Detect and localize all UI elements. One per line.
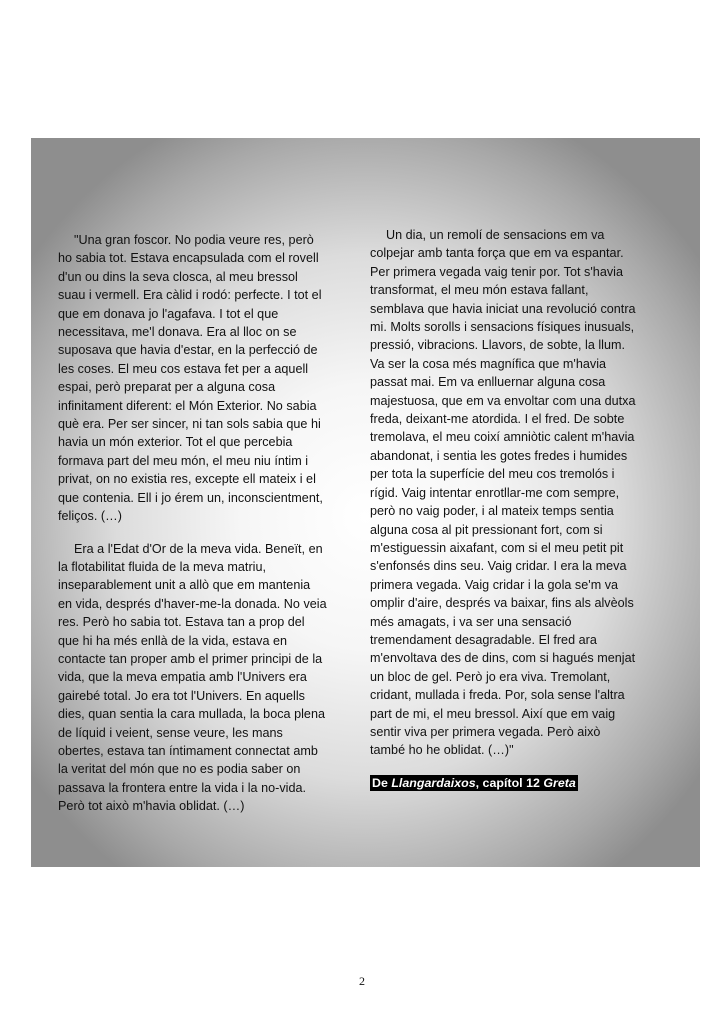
- left-column: [58, 231, 356, 830]
- credit-prefix: De: [372, 775, 392, 790]
- right-column: [370, 226, 670, 792]
- text-panel: [31, 138, 700, 867]
- paragraph: Era a l'Edat d'Or de la meva vida. Beneït, en la flotabilitat fluida de la meva matriu, inseparablement unit a allò que em mantenia en vida, després d'haver-me-la donada. No veia res. Però ho sabia tot. Estava tan a prop del que hi ha més enllà de la vida, estava en contacte tan proper amb el primer principi de la vida, que la meva empatia amb l'Univers era gairebé total. Jo era tot l'Univers. En aquells dies, quan sentia la cara mullada, la boca plena de líquid i veient, sense veure, les mans obertes, estava tan íntimament connectat amb la veritat del món que no es podia saber on passava la frontera entre la vida i la no-vida. Però tot això m'havia oblidat. (…): [58, 541, 327, 814]
- credit-chapter-title: Greta: [543, 775, 576, 790]
- credit-middle: , capítol 12: [475, 775, 544, 790]
- source-credit: [370, 775, 578, 791]
- paragraph: Un dia, un remolí de sensacions em va colpejar amb tanta força que em va espantar. Per primera vegada vaig tenir por. Tot s'havia transformat, el meu món estava fallant, semblava que havia iniciat una revolució contra mi. Molts sorolls i sensacions físiques inusuals, pressió, vibracions. Llavors, de sobte, la llum. Va ser la cosa més magnífica que m'havia passat mai. Em va enlluernar alguna cosa majestuosa, que em va envoltar com una dutxa freda, deixant-me atordida. I el fred. De sobte tremolava, el meu coixí amniòtic calent m'havia abandonat, i sentia les gotes fredes i humides per tota la superfície del meu cos tremolós i rígid. Vaig intentar enrotllar-me com sempre, però no vaig poder, i al mateix temps sentia alguna cosa al pit pressionant fort, com si m'estiguessin aixafant, com si el meu petit pit s'enfonsés dins seu. Vaig cridar. I era la meva primera vegada. Vaig cridar i la gola se'm va omplir d'aire, després va baixar, fins als alvèols més amagats, i va ser una sensació tremendament desagradable. El fred ara m'envoltava des de dins, com si hagués menjat un bloc de gel. Però jo era viva. Tremolant, cridant, mullada i freda. Por, sola sense l'altra part de mi, el meu bressol. Així que em vaig sentir viva per primera vegada. Però això també ho he oblidat. (…)": [370, 228, 636, 758]
- page-number: 2: [359, 974, 365, 988]
- paragraph: "Una gran foscor. No podia veure res, però ho sabia tot. Estava encapsulada com el rovell d'un ou dins la seva closca, al meu bressol suau i vermell. Era càlid i rodó: perfecte. I tot el que em donava jo l'agafava. I tot el que necessitava, me'l donava. Era al lloc on se suposava que havia d'estar, en la perfecció de les coses. El meu cos estava fet per a aquell espai, però preparat per a alguna cosa infinitament diferent: el Món Exterior. No sabia què era. Per ser sincer, ni tan sols sabia que hi havia un món exterior. Tot el que percebia formava part del meu món, el meu niu íntim i privat, on no existia res, excepte ell mateix i el que contenia. Ell i jo érem un, inconscientment, feliços. (…): [58, 233, 323, 524]
- credit-book-title: Llangardaixos: [391, 775, 476, 790]
